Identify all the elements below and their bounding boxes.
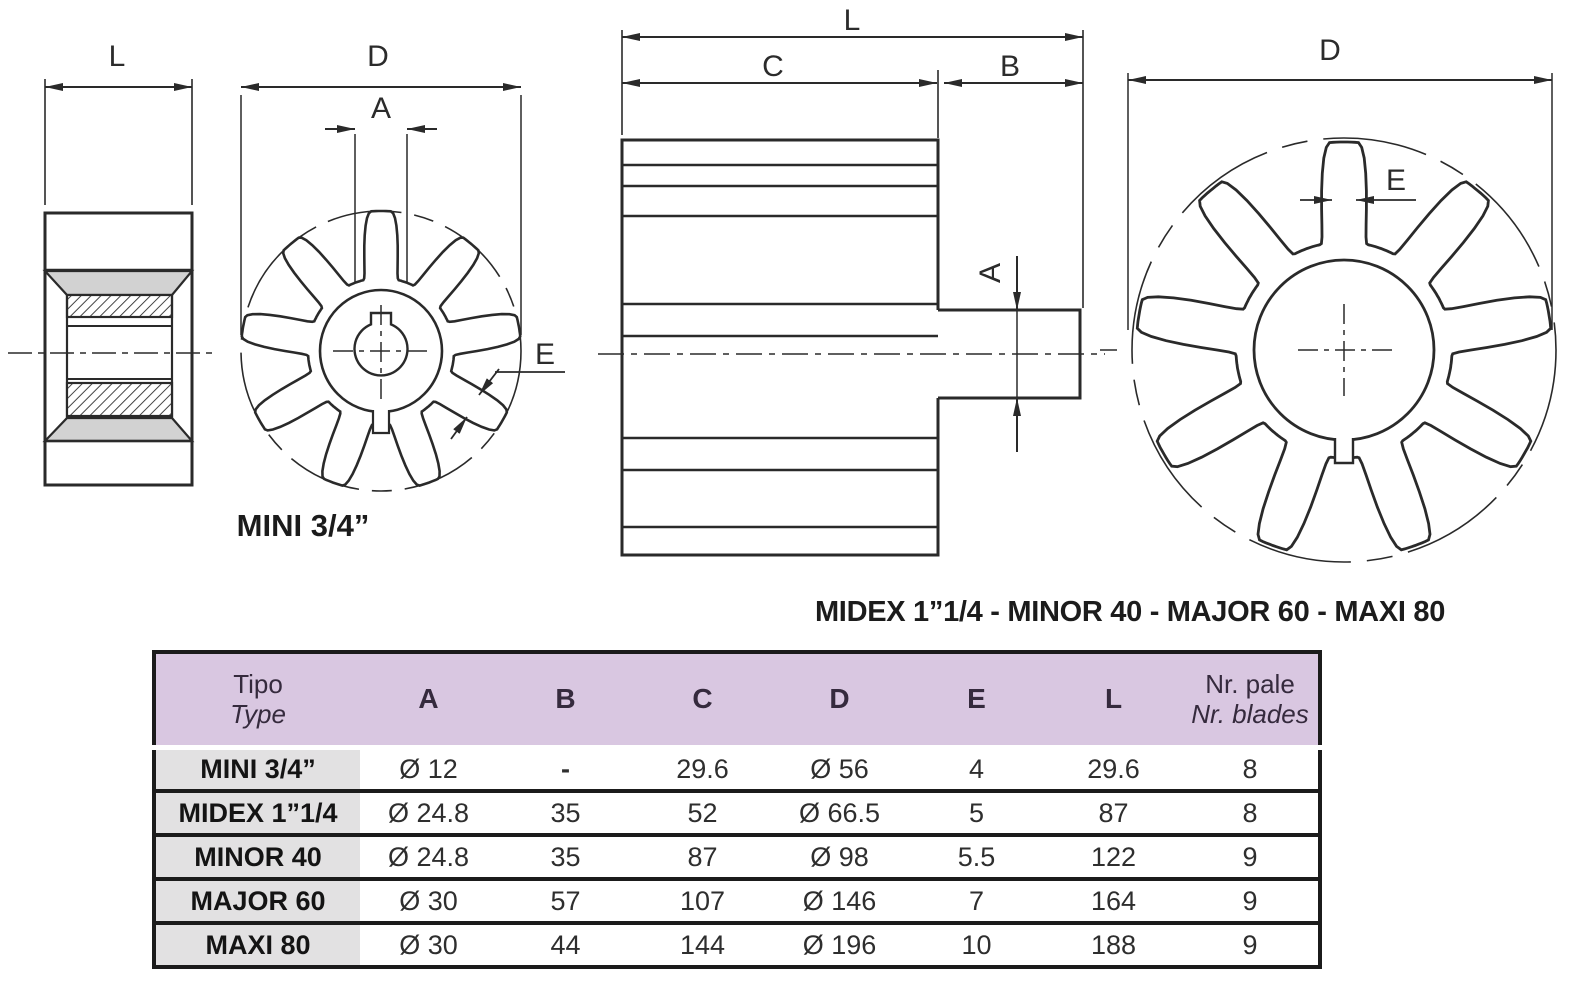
- col-header-L: L: [1045, 652, 1182, 747]
- cell-a: Ø 30: [360, 879, 497, 923]
- col-header-A: A: [360, 652, 497, 747]
- mini-front-view: [241, 87, 565, 491]
- blade-section-lines: [622, 165, 938, 527]
- cell-l: 87: [1045, 791, 1182, 835]
- col-header-type: [154, 652, 360, 747]
- type-label-it: Tipo: [233, 669, 283, 700]
- dim-A-mini-front: A: [370, 92, 392, 125]
- cell-b: -: [497, 747, 634, 791]
- cell-d: Ø 66.5: [771, 791, 908, 835]
- mini-side-view: [8, 79, 212, 485]
- dim-D-large-front: D: [1319, 34, 1341, 67]
- cell-l: 29.6: [1045, 747, 1182, 791]
- type-label-en: Type: [230, 699, 286, 730]
- cell-c: 29.6: [634, 747, 771, 791]
- dim-E-mini-front: E: [534, 338, 556, 371]
- hub-slot: [373, 410, 389, 433]
- row-label: MAXI 80: [154, 923, 360, 967]
- cell-blades: 8: [1182, 791, 1320, 835]
- col-header-blades: [1182, 652, 1320, 747]
- cell-b: 57: [497, 879, 634, 923]
- table-row: [154, 879, 1320, 923]
- cell-e: 5: [908, 791, 1045, 835]
- dim-C-large-side: C: [762, 50, 784, 83]
- dim-B-large-side: B: [999, 50, 1021, 83]
- cell-c: 144: [634, 923, 771, 967]
- cell-d: Ø 196: [771, 923, 908, 967]
- table-row: [154, 791, 1320, 835]
- cell-b: 35: [497, 791, 634, 835]
- cell-a: Ø 12: [360, 747, 497, 791]
- row-label: MAJOR 60: [154, 879, 360, 923]
- models-caption: MIDEX 1”1/4 - MINOR 40 - MAJOR 60 - MAXI 80: [814, 596, 1446, 628]
- cell-l: 164: [1045, 879, 1182, 923]
- cell-a: Ø 30: [360, 923, 497, 967]
- cell-e: 7: [908, 879, 1045, 923]
- cell-e: 5.5: [908, 835, 1045, 879]
- cell-blades: 9: [1182, 923, 1320, 967]
- dim-A-large-side: A: [974, 262, 1007, 284]
- cell-e: 4: [908, 747, 1045, 791]
- spec-table: [152, 650, 1322, 969]
- cell-d: Ø 56: [771, 747, 908, 791]
- blades-label-it: Nr. pale: [1205, 669, 1295, 700]
- dim-L-large-side: L: [843, 4, 861, 37]
- dim-E-large-front: E: [1385, 164, 1407, 197]
- cell-c: 107: [634, 879, 771, 923]
- cell-a: Ø 24.8: [360, 835, 497, 879]
- large-front-view: [1100, 73, 1556, 562]
- cell-e: 10: [908, 923, 1045, 967]
- cell-blades: 8: [1182, 747, 1320, 791]
- dim-D-mini-front: D: [367, 40, 389, 73]
- cell-a: Ø 24.8: [360, 791, 497, 835]
- cell-b: 35: [497, 835, 634, 879]
- cell-d: Ø 146: [771, 879, 908, 923]
- row-label: MINI 3/4”: [154, 747, 360, 791]
- cell-c: 52: [634, 791, 771, 835]
- table-row: [154, 747, 1320, 791]
- cell-l: 188: [1045, 923, 1182, 967]
- cell-b: 44: [497, 923, 634, 967]
- dim-L-mini-side: L: [108, 40, 126, 73]
- cell-blades: 9: [1182, 879, 1320, 923]
- large-side-view: [598, 30, 1105, 555]
- cell-blades: 9: [1182, 835, 1320, 879]
- hub-slot: [1335, 438, 1353, 463]
- cell-d: Ø 98: [771, 835, 908, 879]
- table-row: [154, 923, 1320, 967]
- cell-c: 87: [634, 835, 771, 879]
- col-header-E: E: [908, 652, 1045, 747]
- row-label: MIDEX 1”1/4: [154, 791, 360, 835]
- blades-label-en: Nr. blades: [1191, 699, 1309, 730]
- cell-l: 122: [1045, 835, 1182, 879]
- table-header-row: [154, 652, 1320, 747]
- mini-title: MINI 3/4”: [236, 508, 370, 543]
- col-header-C: C: [634, 652, 771, 747]
- table-row: [154, 835, 1320, 879]
- row-label: MINOR 40: [154, 835, 360, 879]
- col-header-B: B: [497, 652, 634, 747]
- col-header-D: D: [771, 652, 908, 747]
